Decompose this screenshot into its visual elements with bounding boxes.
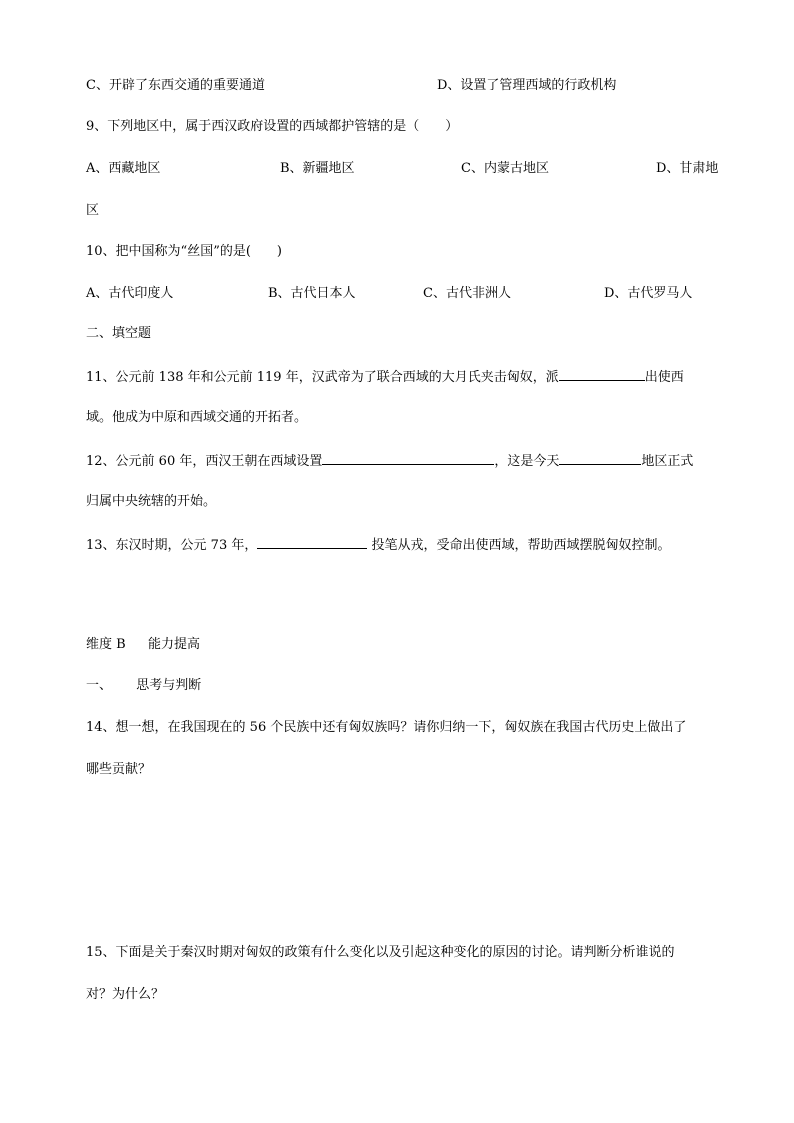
section-fill-in-title: 二、填空题: [86, 326, 152, 341]
q12-answer-blank-2[interactable]: [559, 451, 641, 465]
q12-text-3: 地区正式: [641, 454, 694, 469]
q8-option-c: C、开辟了东西交通的重要通道: [86, 78, 265, 93]
q15-line-1: 15、下面是关于秦汉时期对匈奴的政策有什么变化以及引起这种变化的原因的讨论。请判断分析谁说的: [86, 945, 675, 960]
q8-option-d: D、设置了管理西域的行政机构: [437, 78, 617, 93]
q12-answer-blank-1[interactable]: [322, 451, 494, 465]
q11-line-1: [86, 367, 684, 387]
q10-option-a: A、古代印度人: [86, 286, 174, 301]
section-think-title: 思考与判断: [136, 678, 202, 693]
q14-line-2: 哪些贡献？: [86, 762, 152, 777]
q13-text-2: 投笔从戎，受命出使西域，帮助西域摆脱匈奴控制。: [371, 538, 671, 553]
dimension-b-title: 能力提高: [147, 637, 200, 652]
q9-stem: 9、下列地区中，属于西汉政府设置的西域都护管辖的是（ ）: [86, 119, 459, 134]
section-think-heading: [86, 677, 201, 695]
q14-line-1: 14、想一想，在我国现在的 56 个民族中还有匈奴族吗？请你归纳一下，匈奴族在我国古代历史上做出了: [86, 720, 687, 735]
q10-stem: 10、把中国称为“丝国”的是( ): [86, 244, 282, 259]
section-think-number: 一、: [86, 678, 113, 693]
q10-option-b: B、古代日本人: [268, 286, 356, 301]
q9-option-d-continued: 区: [86, 203, 100, 218]
q11-answer-blank[interactable]: [559, 367, 645, 381]
q12-text-1: 12、公元前 60 年，西汉王朝在西域设置: [86, 454, 323, 469]
q9-option-a: A、西藏地区: [86, 161, 161, 176]
q13-line-1: [86, 535, 671, 555]
dimension-b-label: 维度 B: [86, 637, 126, 652]
q11-text-2: 出使西: [644, 370, 684, 385]
q13-text-1: 13、东汉时期，公元 73 年，: [86, 538, 258, 553]
q15-line-2: 对？为什么？: [86, 987, 165, 1002]
q12-line-1: [86, 451, 693, 471]
q10-option-c: C、古代非洲人: [423, 286, 511, 301]
q11-line-2: 域。他成为中原和西域交通的开拓者。: [86, 410, 308, 425]
dimension-b-heading: [86, 636, 200, 654]
q9-option-c: C、内蒙古地区: [461, 161, 549, 176]
q12-text-2: ，这是今天: [494, 454, 560, 469]
q10-option-d: D、古代罗马人: [604, 286, 693, 301]
q9-option-b: B、新疆地区: [280, 161, 355, 176]
q11-text-1: 11、公元前 138 年和公元前 119 年，汉武帝为了联合西域的大月氏夹击匈奴，派: [86, 370, 559, 385]
q12-line-2: 归属中央统辖的开始。: [86, 494, 217, 509]
q9-option-d: D、甘肃地: [656, 161, 719, 176]
q13-answer-blank[interactable]: [257, 535, 367, 549]
